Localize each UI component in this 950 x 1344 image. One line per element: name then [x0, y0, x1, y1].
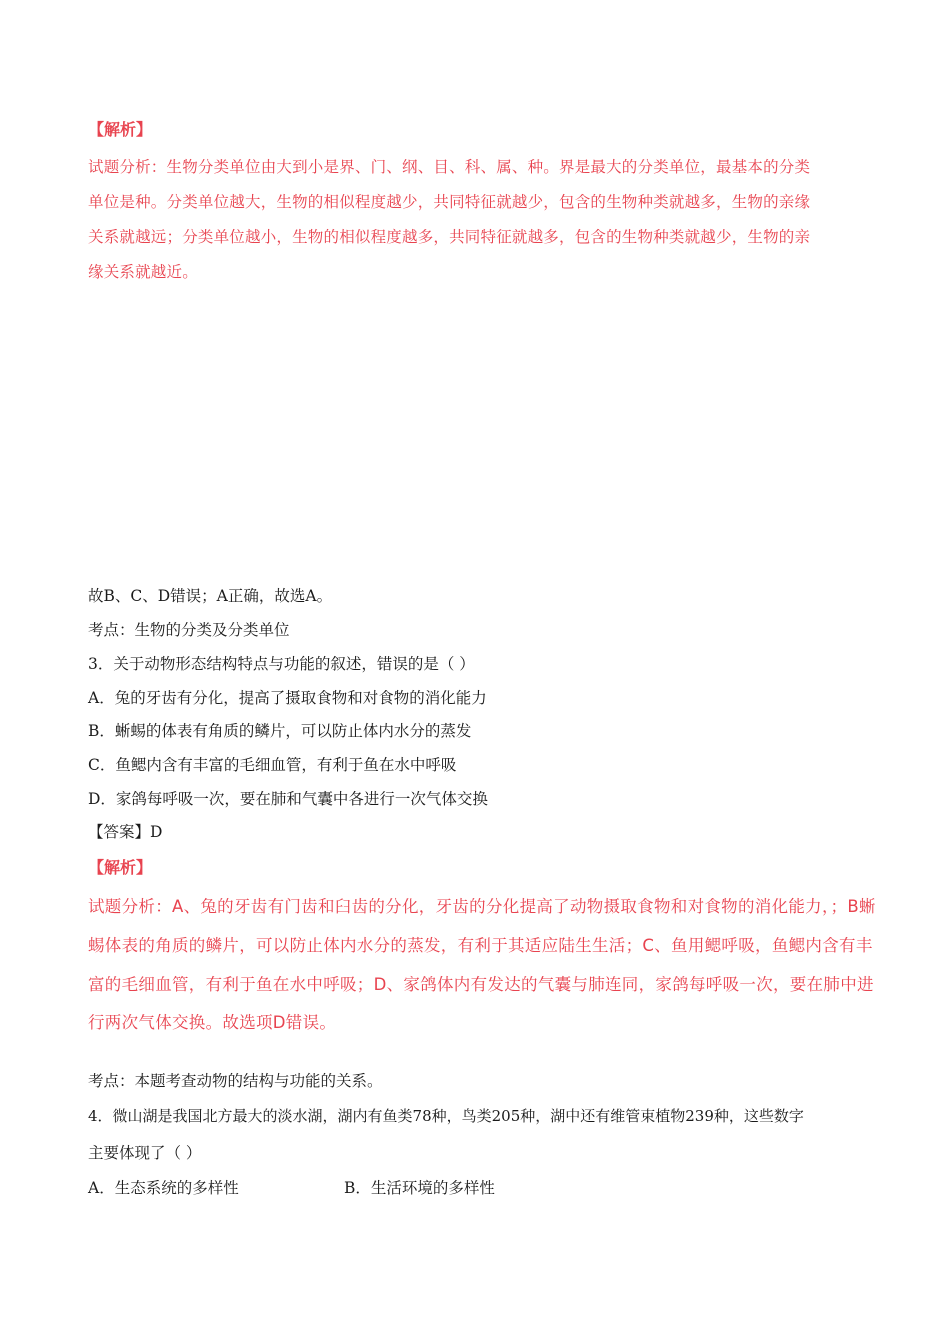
conclusion-text: 故B、C、D错误；A正确，故选A。 [88, 587, 333, 605]
analysis-1-line-2: 单位是种。分类单位越大，生物的相似程度越少，共同特征就越少，包含的生物种类就越多，生物的亲缘 [88, 193, 811, 211]
question-4-stem-line-2: 主要体现了（ ） [88, 1144, 202, 1162]
question-4-option-b: B．生活环境的多样性 [344, 1179, 495, 1197]
analysis-2-line-4: 行两次气体交换。故选项D错误。 [88, 1013, 337, 1032]
analysis-1-line-3: 关系就越远；分类单位越小，生物的相似程度越多，共同特征就越多，包含的生物种类就越少，生物的亲 [88, 228, 811, 246]
analysis-2-line-2: 蜴体表的角质的鳞片，可以防止体内水分的蒸发，有利于其适应陆生生活；C、鱼用鳃呼吸，鱼鳃内含有丰 [88, 936, 873, 955]
question-4-stem-line-1: 4．微山湖是我国北方最大的淡水湖，湖内有鱼类78种，鸟类205种，湖中还有维管束植物239种，这些数字 [88, 1107, 804, 1125]
analysis-heading-1: 【解析】 [88, 120, 153, 139]
question-3-option-d: D．家鸽每呼吸一次，要在肺和气囊中各进行一次气体交换 [88, 790, 488, 808]
kaodian-2: 考点：本题考查动物的结构与功能的关系。 [88, 1072, 383, 1090]
question-3-option-a: A．兔的牙齿有分化，提高了摄取食物和对食物的消化能力 [88, 689, 487, 707]
analysis-1-line-4: 缘关系就越近。 [88, 263, 198, 281]
analysis-heading-2: 【解析】 [88, 858, 153, 877]
question-3-answer: 【答案】D [88, 823, 163, 841]
question-3-option-b: B．蜥蜴的体表有角质的鳞片，可以防止体内水分的蒸发 [88, 722, 472, 740]
analysis-1-line-1: 试题分析：生物分类单位由大到小是界、门、纲、目、科、属、种。界是最大的分类单位，最基本的分类 [88, 158, 811, 176]
question-3-option-c: C．鱼鳃内含有丰富的毛细血管，有利于鱼在水中呼吸 [88, 756, 457, 774]
analysis-2-line-1: 试题分析：A、兔的牙齿有门齿和臼齿的分化，牙齿的分化提高了动物摄取食物和对食物的消化能力，；B蜥 [88, 897, 876, 916]
analysis-2-line-3: 富的毛细血管，有利于鱼在水中呼吸；D、家鸽体内有发达的气囊与肺连同，家鸽每呼吸一次，要在肺中进 [88, 975, 874, 994]
question-3-stem: 3．关于动物形态结构特点与功能的叙述，错误的是（ ） [88, 655, 475, 673]
question-4-option-a: A．生态系统的多样性 [88, 1179, 239, 1197]
kaodian-1: 考点：生物的分类及分类单位 [88, 621, 290, 639]
